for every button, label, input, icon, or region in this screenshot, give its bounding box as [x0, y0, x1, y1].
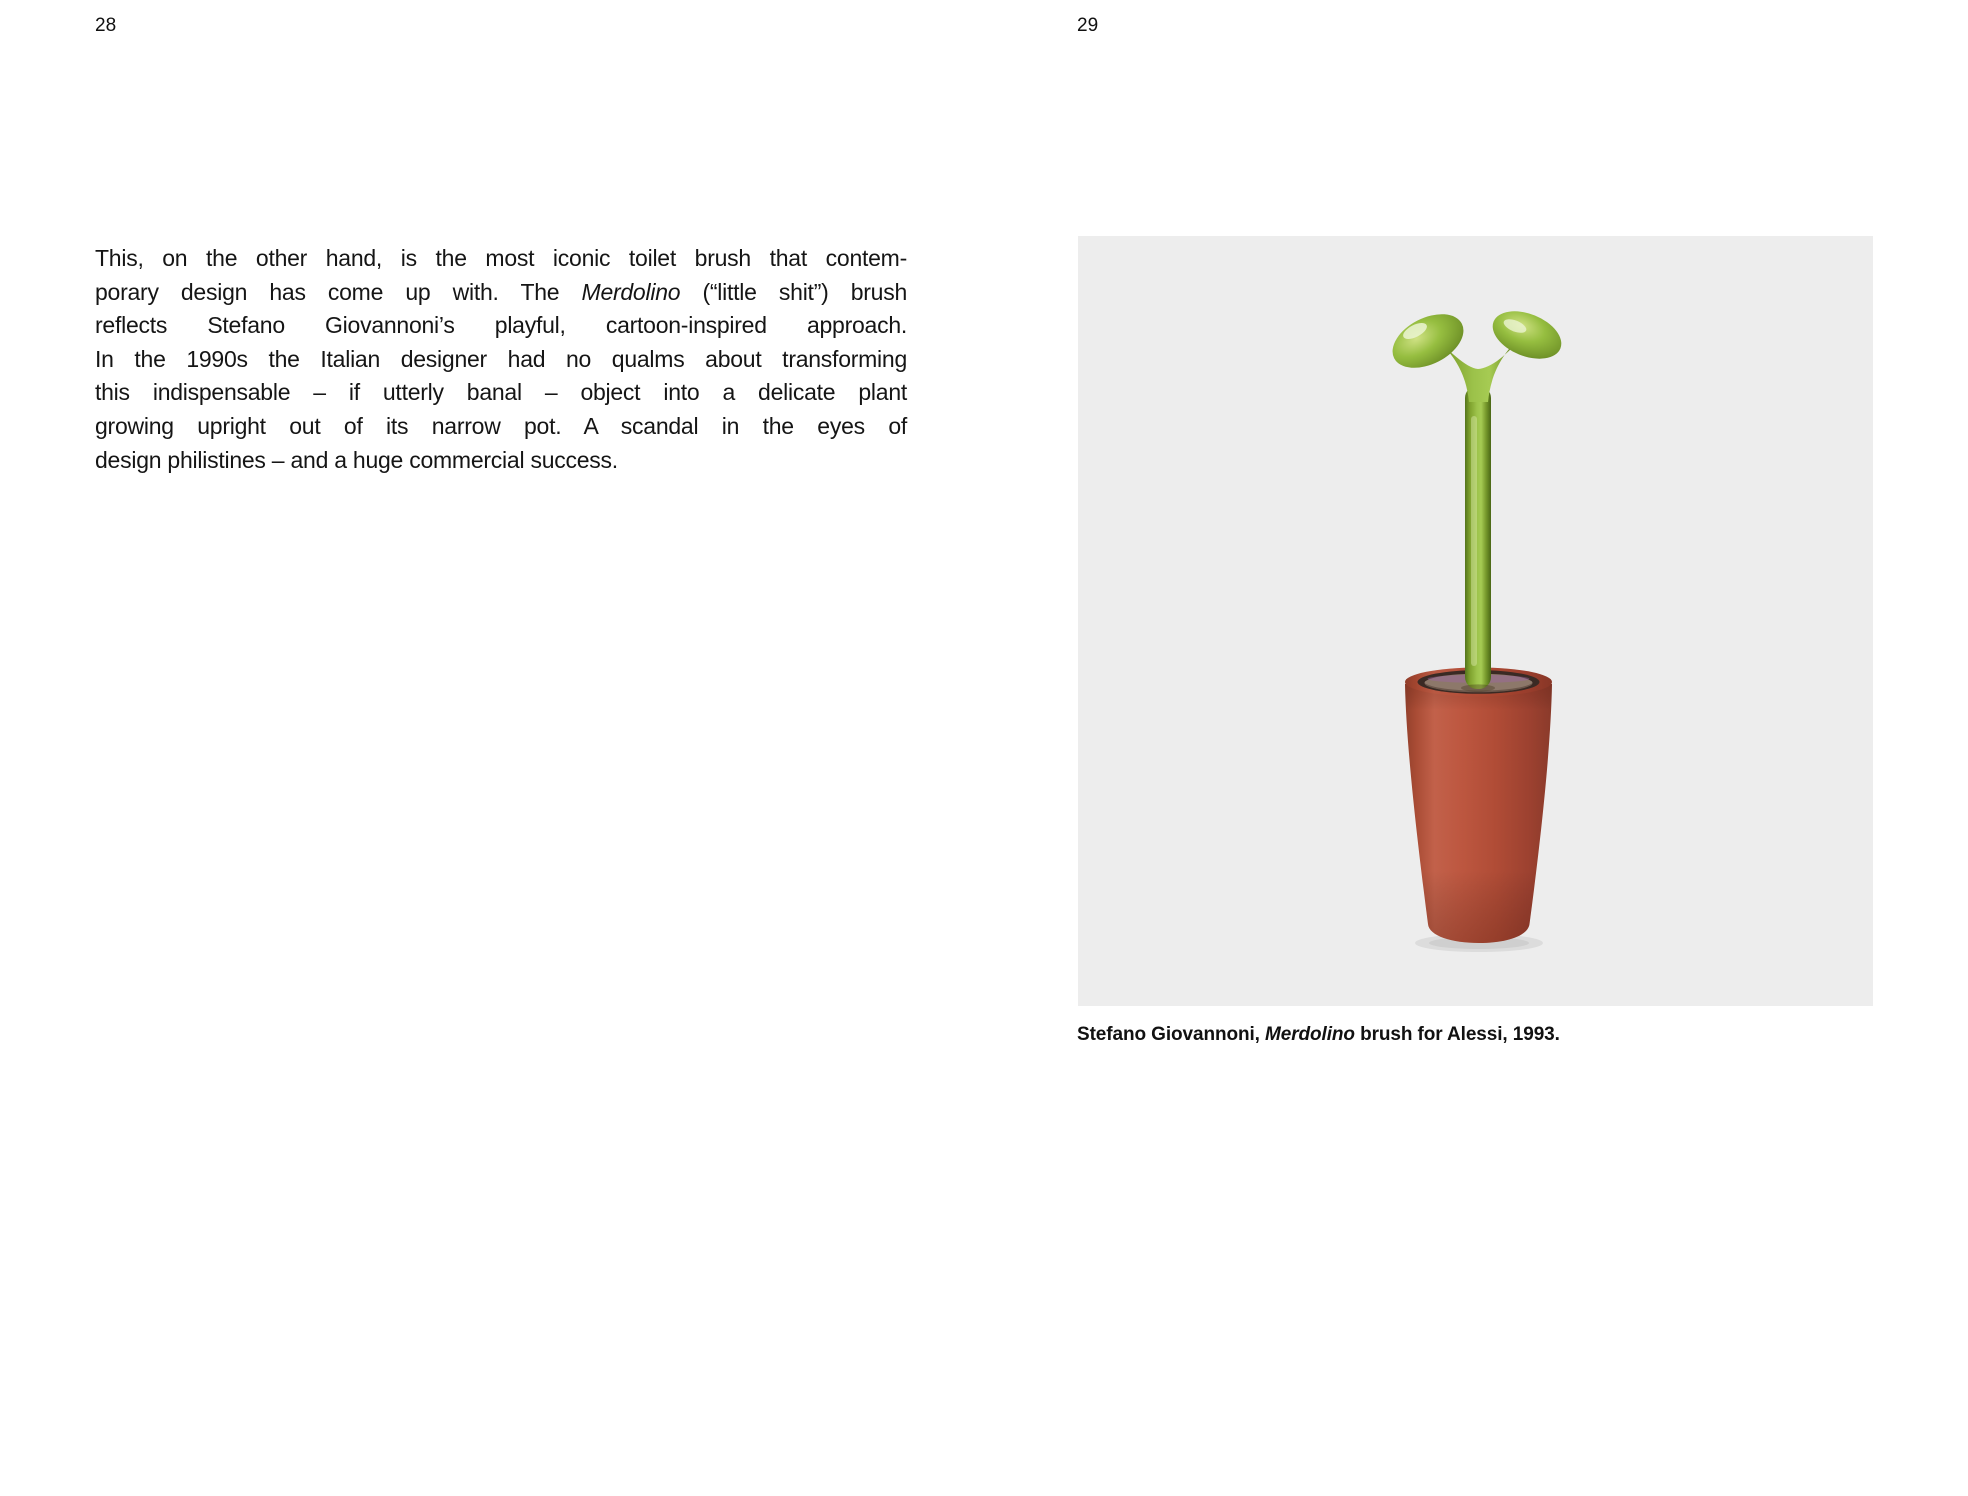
paragraph-line: porary design has come up with. The Merdolino (“little shit”) brush: [95, 278, 907, 305]
paragraph-line: growing upright out of its narrow pot. A scandal in the eyes of: [95, 412, 907, 439]
paragraph-line: reflects Stefano Giovannoni’s playful, cartoon-inspired approach.: [95, 312, 907, 339]
caption-text-pre: Stefano Giovannoni,: [1077, 1024, 1266, 1045]
body-paragraph: [95, 242, 907, 477]
caption-title-italic: Merdolino: [1265, 1024, 1355, 1045]
paragraph-line: In the 1990s the Italian designer had no qualms about transforming: [95, 345, 907, 372]
brush-handle-stem: [1465, 386, 1491, 689]
paragraph-line: design philistines – and a huge commercial success.: [95, 446, 618, 473]
merdolino-brush-illustration: [1078, 236, 1873, 1006]
caption-text-post: brush for Alessi, 1993.: [1354, 1024, 1560, 1045]
paragraph-line: This, on the other hand, is the most iconic toilet brush that contem-: [95, 245, 907, 271]
paragraph-line: this indispensable – if utterly banal – object into a delicate plant: [95, 379, 907, 406]
page-number-left: 28: [95, 15, 117, 36]
figure-merdolino-photo: [1078, 236, 1873, 1006]
page-number-right: 29: [1077, 15, 1099, 36]
figure-caption: [1077, 1022, 1797, 1047]
